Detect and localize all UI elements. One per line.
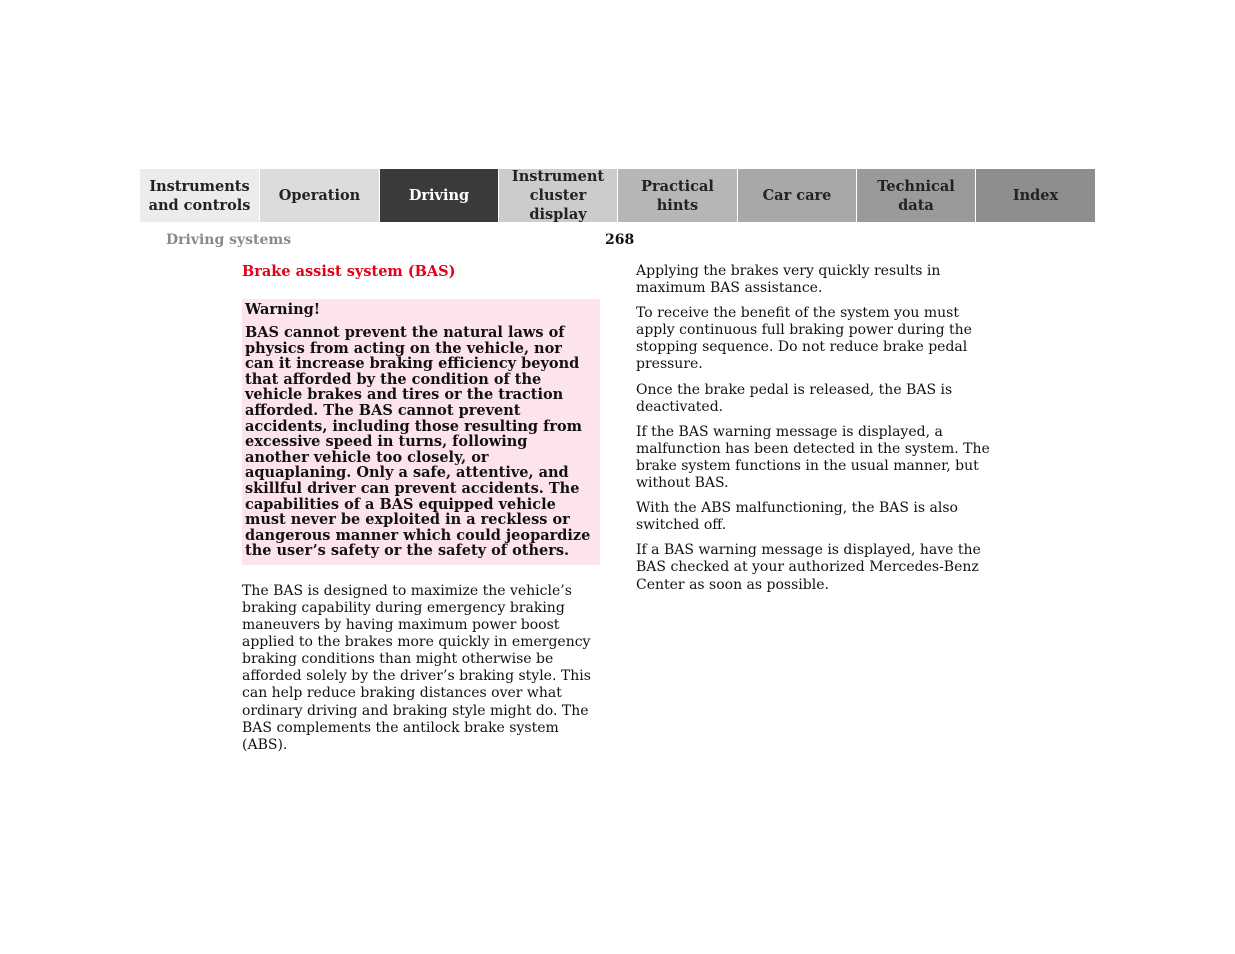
right-paragraph: To receive the benefit of the system you must apply continuous full braking power during the stopping sequence. Do not reduce brake pedal pressure.: [636, 305, 972, 373]
tab-instruments-and-controls[interactable]: Instruments and controls: [140, 169, 260, 222]
right-paragraph: Applying the brakes very quickly results in maximum BAS assistance.: [636, 263, 941, 297]
warning-text: BAS cannot prevent the natural laws of physics from acting on the vehicle, nor can it increase braking efficiency beyond that afforded by the condition of the vehicle brakes and tires or the traction afforded. The BAS cannot prevent accidents, including those resulting from excessive speed in turns, following another vehicle too closely, or aquaplaning. Only a safe, attentive, and skillful driver can prevent accidents. The capabilities of a BAS equipped vehicle must never be exploited in a reckless or dangerous manner which could jeopardize the user’s safety or the safety of others.: [245, 324, 591, 560]
right-paragraph: If the BAS warning message is displayed, a malfunction has been detected in the system. The brake system functions in the usual manner, but without BAS.: [636, 423, 990, 492]
tab-car-care[interactable]: Car care: [738, 169, 857, 222]
chapter-navigation: [140, 169, 1095, 222]
tab-operation[interactable]: Operation: [260, 169, 380, 222]
right-paragraph: Once the brake pedal is released, the BAS is deactivated.: [636, 381, 953, 415]
tab-technical-data[interactable]: Technical data: [857, 169, 976, 222]
tab-practical-hints[interactable]: Practical hints: [618, 169, 738, 222]
right-column: [636, 263, 998, 602]
tab-driving[interactable]: Driving: [380, 169, 499, 222]
right-paragraph: With the ABS malfunctioning, the BAS is also switched off.: [636, 500, 958, 534]
section-label: Driving systems: [166, 232, 292, 248]
right-paragraph: If a BAS warning message is displayed, have the BAS checked at your authorized Mercedes-Benz Center as soon as possible.: [636, 542, 981, 593]
warning-title: Warning!: [245, 301, 321, 318]
page-number: 268: [605, 232, 635, 248]
section-title: Brake assist system (BAS): [242, 263, 456, 280]
warning-box: [242, 299, 600, 565]
tab-index[interactable]: Index: [976, 169, 1095, 222]
bas-description-paragraph: The BAS is designed to maximize the vehicle’s braking capability during emergency braking maneuvers by having maximum power boost applied to the brakes more quickly in emergency braking conditions than might otherwise be afforded solely by the driver’s braking style. This can help reduce braking distances over what ordinary driving and braking style might do. The BAS complements the antilock brake system (ABS).: [242, 582, 591, 753]
tab-instrument-cluster-display[interactable]: Instrument cluster display: [499, 169, 618, 222]
left-column: [242, 263, 602, 754]
